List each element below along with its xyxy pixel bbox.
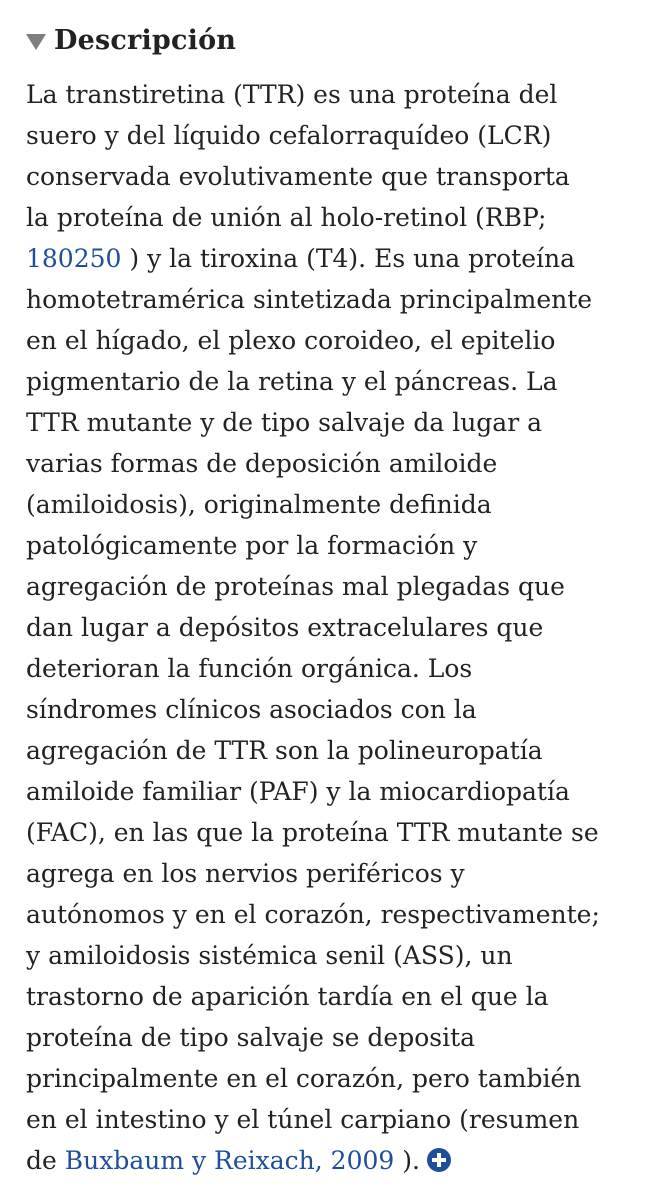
text-line: la proteína de unión al holo-retinol (RBP;	[26, 203, 547, 232]
text-line: deterioran la función orgánica. Los	[26, 654, 473, 683]
text-line: agregación de proteínas mal plegadas que	[26, 572, 565, 601]
text-line: autónomos y en el corazón, respectivamente;	[26, 900, 600, 929]
text-line	[26, 238, 660, 279]
line-text: ).	[394, 1146, 420, 1175]
text-line	[26, 1140, 660, 1181]
text-line: proteína de tipo salvaje se deposita	[26, 1023, 476, 1052]
text-line: (FAC), en las que la proteína TTR mutante se	[26, 818, 599, 847]
text-line: TTR mutante y de tipo salvaje da lugar a	[26, 408, 543, 437]
text-line: La transtiretina (TTR) es una proteína del	[26, 80, 558, 109]
text-line: en el hígado, el plexo coroideo, el epitelio	[26, 326, 556, 355]
text-line: síndromes clínicos asociados con la	[26, 695, 477, 724]
text-line: homotetramérica sintetizada principalmente	[26, 285, 593, 314]
text-line: dan lugar a depósitos extracelulares que	[26, 613, 544, 642]
text-line: patológicamente por la formación y	[26, 531, 478, 560]
plus-circle-icon[interactable]	[426, 1147, 452, 1173]
triangle-down-icon	[26, 34, 46, 50]
section-header-descripcion[interactable]	[26, 20, 236, 60]
line-text: ) y la tiroxina (T4). Es una proteína	[121, 244, 576, 273]
text-line: varias formas de deposición amiloide	[26, 449, 498, 478]
line-text: de	[26, 1146, 65, 1175]
text-line: agregación de TTR son la polineuropatía	[26, 736, 543, 765]
text-line: y amiloidosis sistémica senil (ASS), un	[26, 941, 513, 970]
text-line: (amiloidosis), originalmente definida	[26, 490, 492, 519]
text-line: en el intestino y el túnel carpiano (resumen	[26, 1105, 580, 1134]
text-line: amiloide familiar (PAF) y la miocardiopatía	[26, 777, 570, 806]
text-line: pigmentario de la retina y el páncreas. La	[26, 367, 558, 396]
omim-link-180250[interactable]: 180250	[26, 244, 122, 273]
text-line: principalmente en el corazón, pero también	[26, 1064, 582, 1093]
section-title: Descripción	[54, 24, 237, 56]
text-line: suero y del líquido cefalorraquídeo (LCR)	[26, 121, 552, 150]
reference-link-buxbaum-reixach-2009[interactable]: Buxbaum y Reixach, 2009	[64, 1146, 395, 1175]
text-line: agrega en los nervios periféricos y	[26, 859, 465, 888]
text-line: trastorno de aparición tardía en el que la	[26, 982, 549, 1011]
text-line: conservada evolutivamente que transporta	[26, 162, 570, 191]
description-body	[26, 74, 660, 1181]
